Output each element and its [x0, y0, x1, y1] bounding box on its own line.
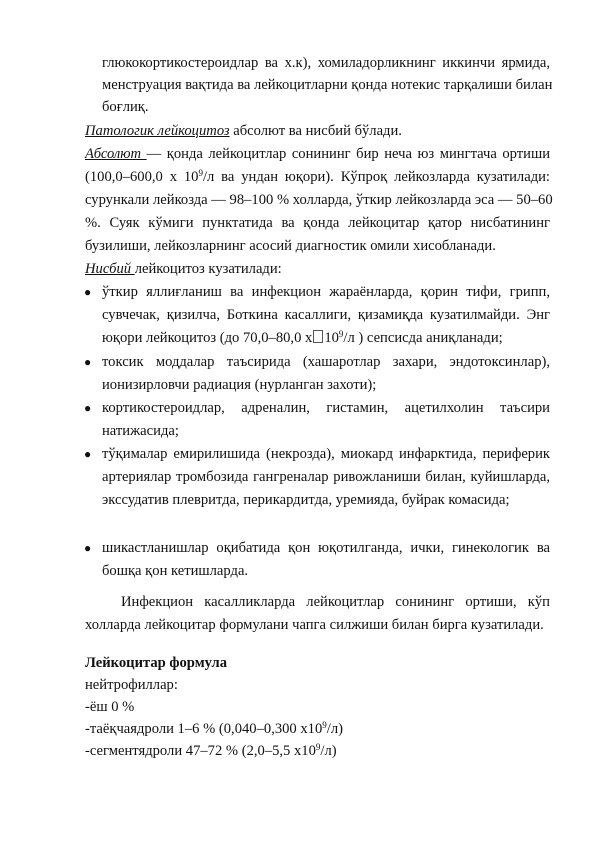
- absolute-term: Абсолют: [85, 146, 147, 162]
- absolute-paragraph: Абсолют — қонда лейкоцитлар сонининг бир неча юз мингтача ортиши (100,0–600,0 х $10^9/л$ ва ундан юқори). Кўпроқ лейкозларда кузатилади: сурункали лейкозда — 98–100 % холларда, ўткир лейкозларда эса — 50–60 %. Суяк кўмиги пунктатида ва қонда лейкоцитар қатор нисбатининг бузилиши, лейкозларнинг асосий диагностик омили хисобланади.: [85, 146, 553, 254]
- intro-line: глюкокортикостероидлар ва х.к), хомиладорликнинг иккинчи ярмида,: [102, 55, 550, 71]
- bullet-marker: ●: [84, 355, 92, 369]
- formula-section: Лейкоцитар формула нейтрофиллар: -ёш 0 % -таёқчаядроли 1–6 % (0,040–0,300 $х10^9/л$) -сегментядроли 47–72 % (2,0–5,5 $х10^9/л$): [85, 654, 550, 774]
- section-heading: Лейкоцитар формула: [85, 655, 228, 671]
- bullet-marker: ●: [84, 541, 92, 555]
- missing-glyph-box: [313, 330, 323, 343]
- relative-term: Нисбий: [85, 261, 135, 277]
- list-item: шикастланишлар оқибатида қон юқотилганда, ички, гинекологик ва бошқа қон кетишларда.: [102, 540, 550, 579]
- bullet-marker: ●: [84, 401, 92, 415]
- list-item: токсик моддалар таъсирида (хашаротлар захари, эндотоксинлар), ионизирловчи радиация (нурланган захоти);: [102, 354, 550, 393]
- bullet-marker: ●: [84, 285, 92, 299]
- pathologic-text: абсолют ва нисбий бўлади.: [229, 123, 402, 139]
- conclusion-paragraph: Инфекцион касалликларда лейкоцитлар сонининг ортиши, кўп холларда лейкоцитар формулани чапга силжиши билан бирга кузатилади.: [85, 594, 550, 633]
- intro-paragraph: [102, 54, 553, 115]
- bullet-marker: ●: [84, 447, 92, 461]
- relative-paragraph: Нисбий лейкоцитоз кузатилади:: [85, 261, 282, 277]
- list-item: кортикостероидлар, адреналин, гистамин, ацетилхолин таъсири натижасида;: [102, 400, 550, 439]
- intro-line: боғлиқ.: [102, 99, 149, 115]
- pathologic-term: Патологик лейкоцитоз: [85, 123, 230, 139]
- list-item: тўқималар емирилишида (некрозда), миокард инфарктида, периферик артериялар тромбозида гангреналар ривожланиши билан, куйишларда, экссудатив плевритда, перикардитда, уремияда, буйрак комасида;: [102, 446, 550, 508]
- pathologic-paragraph: [85, 122, 550, 142]
- intro-line: менструация вақтида ва лейкоцитларни қонда нотекис тарқалиши билан: [102, 77, 553, 93]
- list-item: ўткир яллиғланиш ва инфекцион жараёнларда, қорин тифи, грипп, сувчечак, қизилча, Боткина касаллиги, қизамиқда кузатилмайди. Энг юқори лейкоцитоз (до 70,0–80,0 х $10^9/л$ ) сепсисда аниқланади;: [102, 284, 550, 346]
